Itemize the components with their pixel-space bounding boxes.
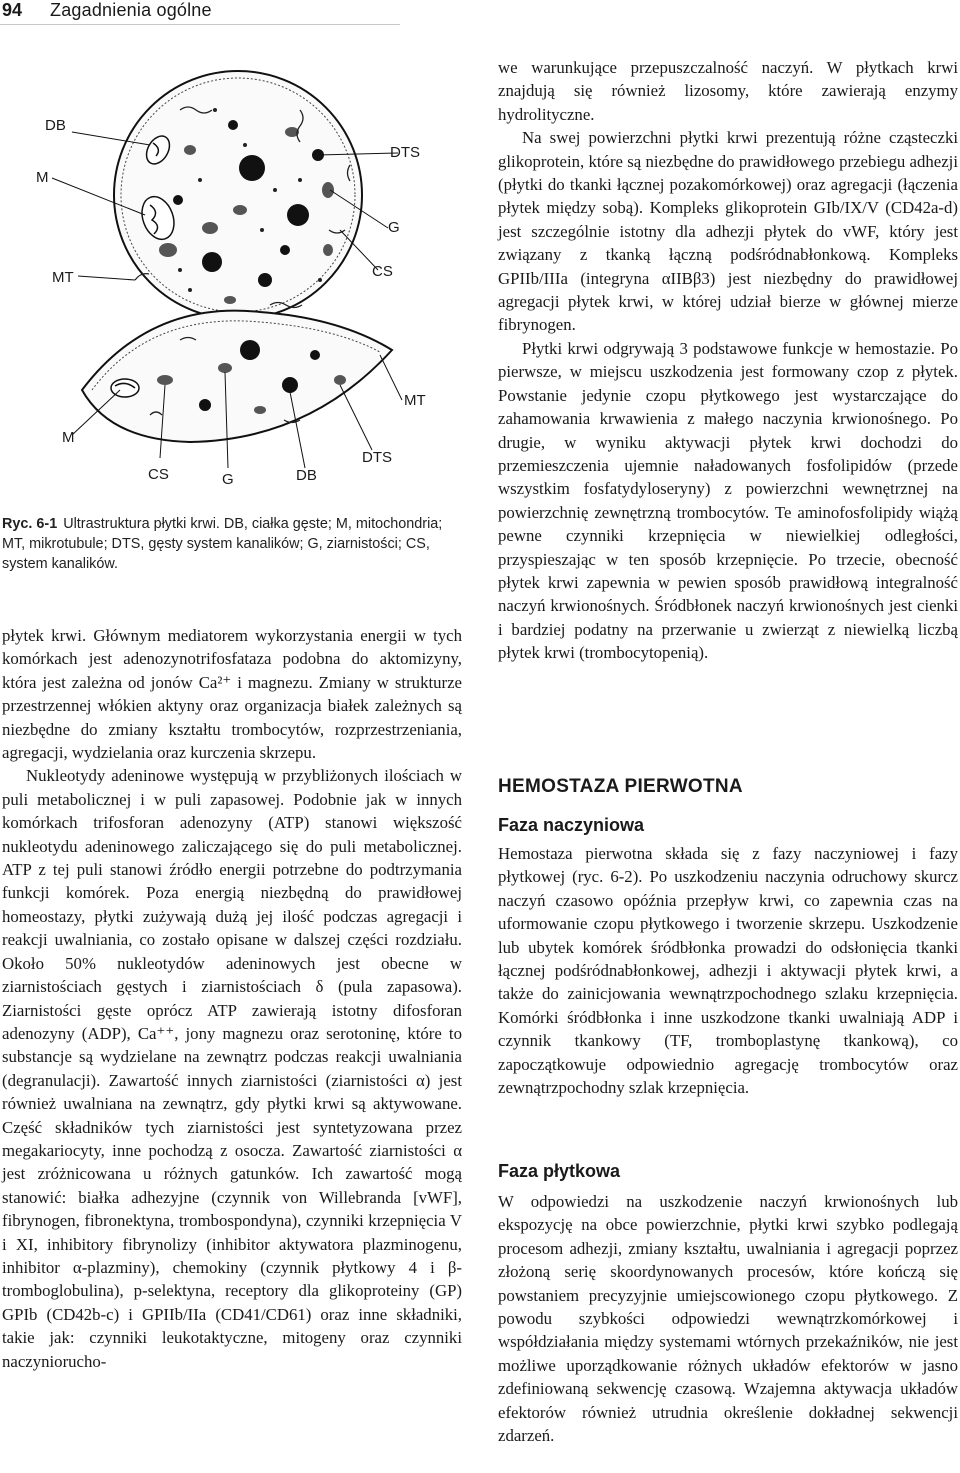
label-m-top: M bbox=[36, 169, 49, 186]
label-cs-bottom: CS bbox=[148, 466, 169, 483]
running-head: Zagadnienia ogólne bbox=[50, 0, 212, 20]
right-paragraph-3: Płytki krwi odgrywają 3 podstawowe funkcje w hemostazie. Po pierwsze, w miejscu uszkodzenia jest formowany czop z płytek. Powstanie jedynie czopu płytkowego jest wystarczające do zahamowania krwawienia z małego naczynia krwionośnego. Po drugie, w wyniku aktywacji płytek krwi dochodzi do przemieszczenia ujemnie naładowanych fosfolipidów (przede wszystkim fosfatydyloseryny) z powierzchni wewnętrznej na powierzchnię zewnętrzną trombocytów. Te aminofosfolipidy wiążą pewne czynniki krzepnięcia w niewielkiej odległości, przyspieszając w ten sposób krzepnięcie. Po trzecie, obecność płytek krwi zapewnia w pewien sposób prawidłową integralność naczyń krwionośnych. Śródbłonek naczyń krwionośnych jest cienki i bardziej podatny na przerwanie u zwierząt z niewielką liczbą płytek krwi (trombocytopenią). bbox=[498, 338, 958, 663]
label-mt-right: MT bbox=[404, 392, 426, 409]
right-column-top bbox=[498, 56, 958, 665]
label-g-top: G bbox=[388, 219, 400, 236]
section-heading: HEMOSTAZA PIERWOTNA bbox=[498, 776, 743, 797]
subsection-heading-platelet: Faza płytkowa bbox=[498, 1161, 621, 1181]
left-paragraph-2: Nukleotydy adeninowe występują w przybliżonych ilościach w puli metabolicznej i w puli zapasowej. Podobnie jak w innych komórkach trifosforan adenozyny (ATP) stanowi większość nukleotydu adeninowego zaliczającego się do puli metabolicznej. ATP z tej puli stanowi źródło energii potrzebne do podtrzymania funkcji komórek. Poza energią niezbędną do prawidłowej homeostazy, płytki zużywają dużą jej ilość podczas agregacji i reakcji uwalniania, co zostało opisane w dalszej części rozdziału. Około 50% nukleotydów adeninowych jest obecne w ziarnistościach gęstych i ziarnistościach δ (pula zapasowa). Ziarnistości gęste oprócz ATP zawierają istotny difosforan adenozyny (ADP), Ca⁺⁺, jony magnezu oraz serotoninę, które to substancje są wydzielane na zewnątrz podczas reakcji uwalniania (degranulacji). Zawartość innych ziarnistości (ziarnistości α) jest również uwalniana na zewnątrz, gdy płytki krwi są aktywowane. Część składników tych ziarnistości jest syntetyzowana przez megakariocyty, inne pochodzą z osocza. Zawartość ziarnistości α jest zróżnicowana u różnych gatunków. Ich zawartość mogą stanowić: białka adhezyjne (czynnik von Willebranda [vWF], fibrynogen, fibronektyna, trombospondyna), czynniki krzepnięcia V i XI, inhibitory fibrynolizy (inhibitor aktywatora plazminogenu, inhibitor α-plazminy), chemokiny (czynnik płytkowy 4 i β-tromboglobulina), p-selektyna, receptory dla glikoproteiny (GP) GPIb (CD42b-c) i GPIIb/IIa (CD41/CD61) oraz inne składniki, takie jak: czynniki leukotaktyczne, mitogeny oraz czynniki naczyniorucho- bbox=[2, 766, 462, 1371]
right-column-middle bbox=[498, 842, 958, 1099]
right-paragraph-2: Na swej powierzchni płytki krwi prezentują różne cząsteczki glikoprotein, które są niezbędne do prawidłowego przebiegu adhezji (płytki do tkanki łącznej pozakomórkowej) oraz agregacji (łączenia płytek między sobą). Kompleks glikoprotein GIb/IX/V (CD42a-d) jest szczególnie istotny dla adhezji płytek do vWF, który jest związany z tkanką łączną podśródnabłonkową. Kompleks GPIIb/IIIa (integryna αIIBβ3) jest niezbędny do prawidłowej agregacji płytek krwi, w której udział bierze w głównej mierze fibrynogen. bbox=[498, 128, 958, 335]
label-cs-top: CS bbox=[372, 263, 393, 280]
header-rule bbox=[0, 24, 400, 25]
platelet-side-outline bbox=[82, 311, 392, 442]
right-column-bottom bbox=[498, 1190, 958, 1447]
label-g-bottom: G bbox=[222, 471, 234, 488]
right-paragraph-4: Hemostaza pierwotna składa się z fazy naczyniowej i fazy płytkowej (ryc. 6-2). Po uszkodzeniu naczynia odruchowy skurcz naczyń czasowo opóźnia przepływ krwi, co zapewnia czas na uformowanie czopu płytkowego i tworzenie skrzepu. Uszkodzenie lub ubytek komórek śródbłonka prowadzi do odsłonięcia tkanki łącznej podśródnabłonkowej, adhezji i aktywacji płytek krwi, a także do zainicjowania wewnątrzpochodnego szlaku krzepnięcia. Komórki śródbłonka i inne uszkodzone tkanki uwalniają ADP i czynnik tkankowy (TF, tromboplastynę tkankową), co zapoczątkowuje odpowiednio agregację trombocytów oraz zewnątrzpochodny szlak krzepnięcia. bbox=[498, 844, 958, 1098]
page-header bbox=[0, 0, 960, 30]
caption-text: Ultrastruktura płytki krwi. DB, ciałka gęste; M, mitochondria; MT, mikrotubule; DTS, gęsty system kanalików; G, ziarnistości; CS, system kanalików. bbox=[2, 516, 443, 572]
label-mt-left: MT bbox=[52, 269, 74, 286]
label-dts-top: DTS bbox=[390, 144, 420, 161]
platelet-figure bbox=[0, 50, 470, 490]
figure-caption bbox=[2, 514, 466, 574]
label-db-top: DB bbox=[45, 117, 66, 134]
caption-number: Ryc. 6-1 bbox=[2, 516, 58, 532]
left-paragraph-1: płytek krwi. Głównym mediatorem wykorzystania energii w tych komórkach jest adenozynotrifosfataza podobna do aktomizyny, która jest zależna od jonów Ca²⁺ i magnezu. Zmiany w strukturze przestrzennej włókien aktyny oraz organizacja białek zależnych są niezbędne do zmiany kształtu trombocytów, rozprzestrzeniania, agregacji, wydzielania oraz kurczenia skrzepu. bbox=[2, 626, 462, 763]
label-db-bottom: DB bbox=[296, 467, 317, 484]
subsection-heading-vascular: Faza naczyniowa bbox=[498, 815, 645, 835]
label-m-bottom: M bbox=[62, 429, 75, 446]
label-dts-bottom: DTS bbox=[362, 449, 392, 466]
page-number: 94 bbox=[2, 0, 23, 20]
right-paragraph-5: W odpowiedzi na uszkodzenie naczyń krwionośnych lub ekspozycję na obce powierzchnie, płytki krwi szybko podlegają procesom adhezji, zmiany kształtu, uwalniania i agregacji poprzez złożoną serię skoordynowanych procesów, które kończą się powstaniem precyzyjnie umiejscowionego czopu płytkowego. Z powodu szybkości odpowiedzi wewnątrzkomórkowej i współdziałania między systemami wtórnych przekaźników, nie jest możliwe uporządkowanie różnych układów efektorów w jasno zdefiniowaną sekwencję czasową. Wzajemna aktywacja układów efektorów również utrudnia określenie dokładnej sekwencji zdarzeń. bbox=[498, 1192, 958, 1446]
right-paragraph-1: we warunkujące przepuszczalność naczyń. W płytkach krwi znajdują się również lizosomy, które zawierają enzymy hydrolityczne. bbox=[498, 58, 958, 124]
left-column bbox=[2, 624, 462, 1373]
